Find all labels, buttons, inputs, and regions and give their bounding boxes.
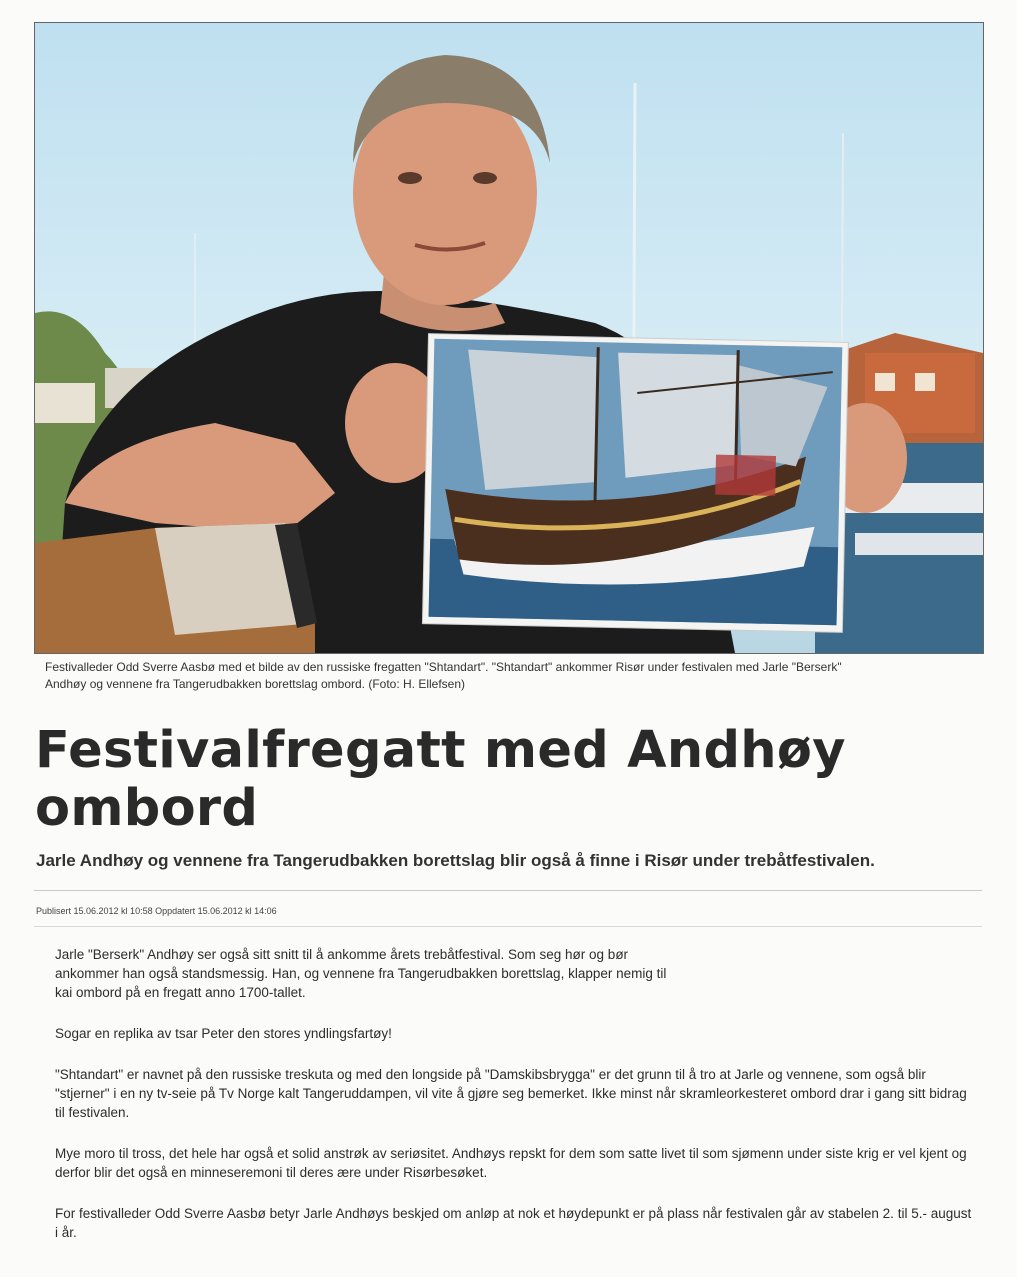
- publish-meta: Publisert 15.06.2012 kl 10:58 Oppdatert 15.06.2012 kl 14:06: [36, 906, 277, 916]
- headline-line-2: ombord: [35, 779, 259, 838]
- divider: [34, 890, 982, 891]
- article-body: [55, 945, 975, 1264]
- article-photo: [34, 22, 984, 654]
- caption-line-2: Andhøy og vennene fra Tangerudbakken borettslag ombord. (Foto: H. Ellefsen): [45, 677, 466, 691]
- photo-caption: [45, 659, 975, 693]
- body-paragraph: For festivalleder Odd Sverre Aasbø betyr Jarle Andhøys beskjed om anløp at nok et høydepunkt er på plass når festivalen går av stabelen 2. til 5.- august i år.: [55, 1206, 972, 1240]
- body-paragraph: Mye moro til tross, det hele har også et solid anstrøk av seriøsitet. Andhøys repskt for dem som satte livet til som sjømenn under siste krig er vel kjent og derfor blir det også en minneseremoni til deres ære under Risørbesøket.: [55, 1146, 967, 1180]
- divider: [34, 926, 982, 927]
- headline-line-1: Festivalfregatt med Andhøy: [35, 721, 846, 780]
- body-paragraph: Jarle "Berserk" Andhøy ser også sitt snitt til å ankomme årets trebåtfestival. Som seg hør og bør ankommer han også standsmessig. Han, og vennene fra Tangerudbakken borettslag, klapper nemig til kai ombord på en fregatt anno 1700-tallet.: [55, 947, 667, 1000]
- body-paragraph: "Shtandart" er navnet på den russiske treskuta og med den longside på "Damskibsbrygga" er det grunn til å tro at Jarle og vennene, som også blir "stjerner" i en ny tv-seie på Tv Norge kalt Tangeruddampen, vil vite å gjøre seg bemerket. Ikke minst når skramleorkesteret ombord drar i gang sitt bidrag til festivalen.: [55, 1067, 967, 1120]
- photo-illustration: [35, 23, 983, 653]
- article-headline: [35, 722, 985, 838]
- body-paragraph: Sogar en replika av tsar Peter den stores yndlingsfartøy!: [55, 1026, 392, 1041]
- caption-line-1: Festivalleder Odd Sverre Aasbø med et bilde av den russiske fregatten "Shtandart". "Shtandart" ankommer Risør under festivalen med Jarle "Berserk": [45, 660, 842, 674]
- article-lede: Jarle Andhøy og vennene fra Tangerudbakken borettslag blir også å finne i Risør under trebåtfestivalen.: [36, 851, 875, 870]
